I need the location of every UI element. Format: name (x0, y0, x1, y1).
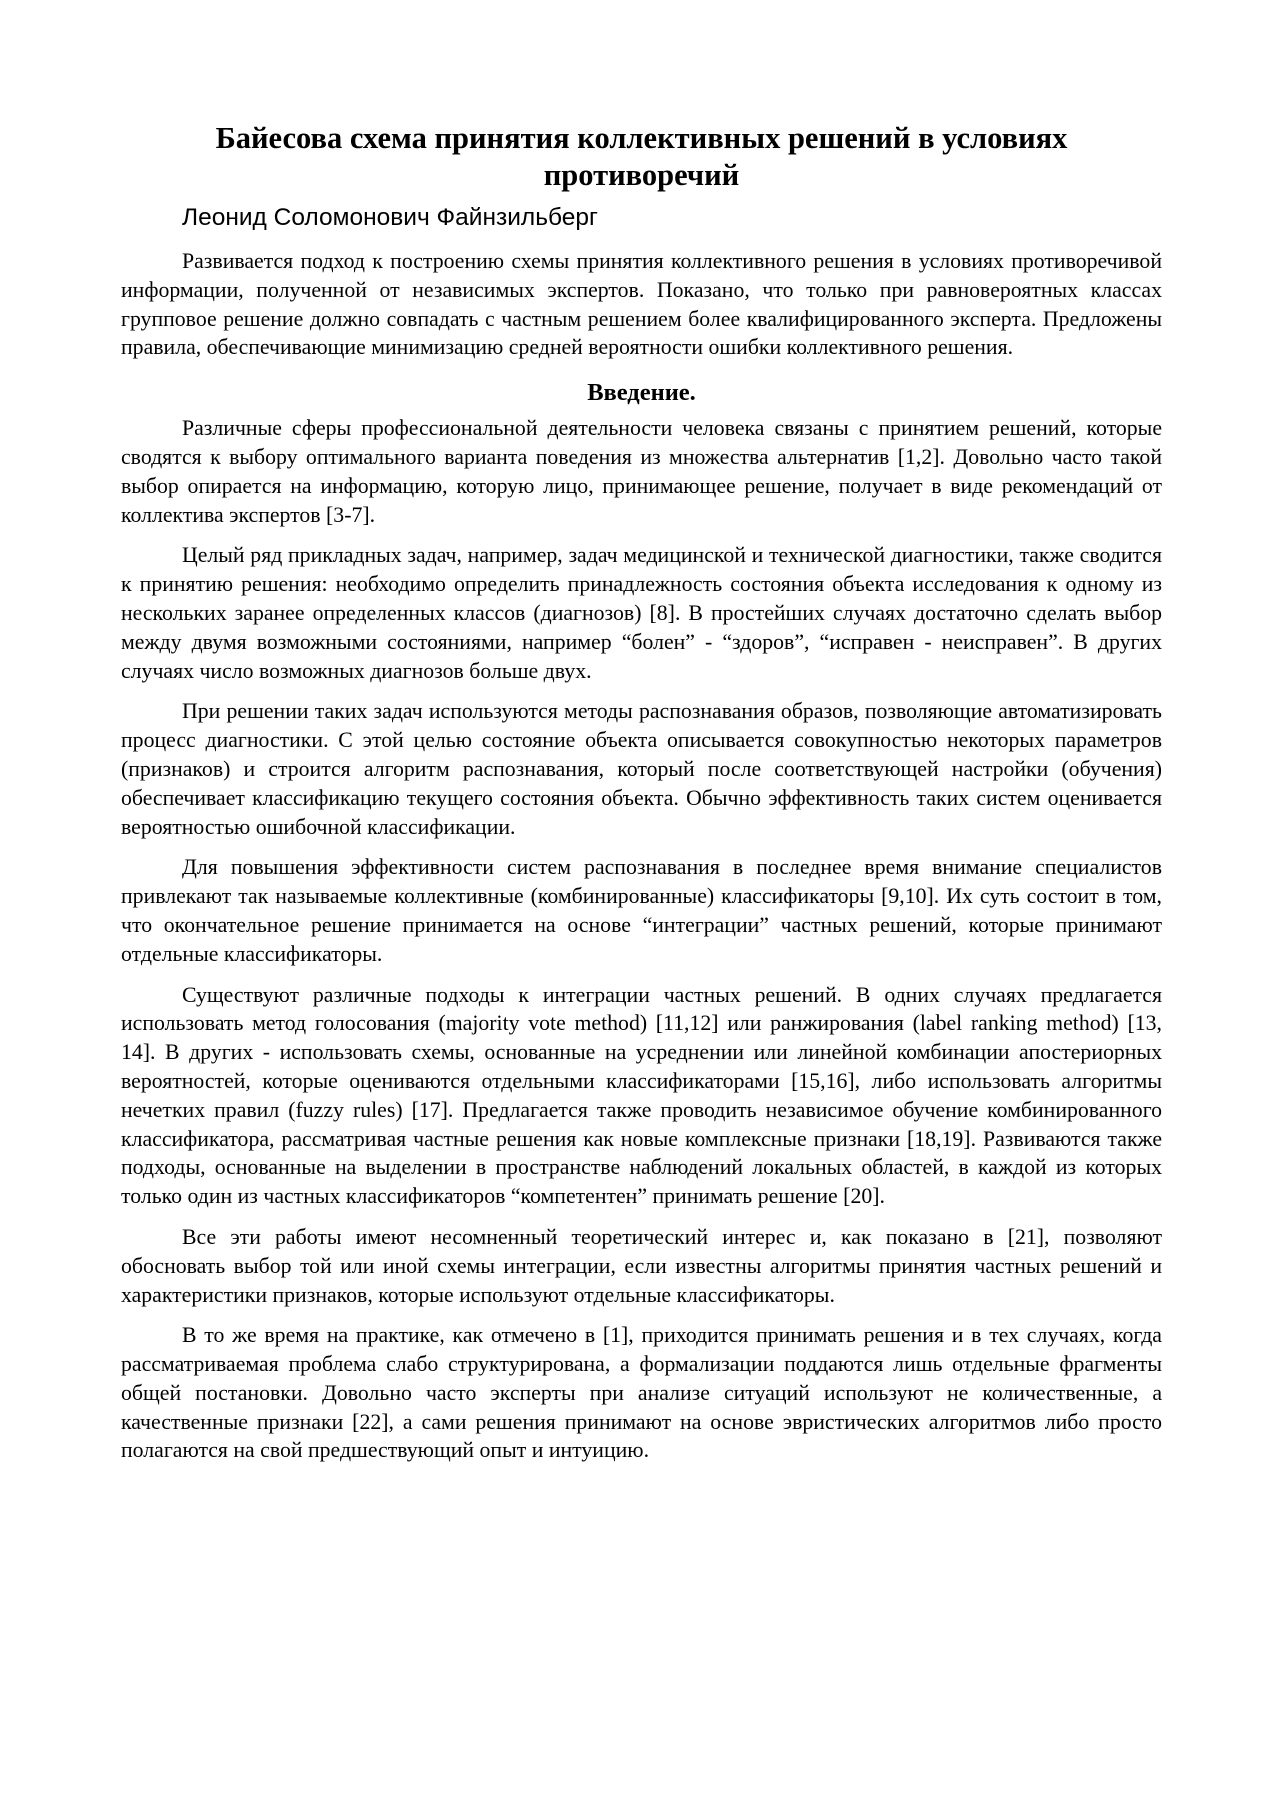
body-paragraph: При решении таких задач используются методы распознавания образов, позволяющие автоматизировать процесс диагностики. С этой целью состояние объекта описывается совокупностью некоторых параметров (признаков) и строится алгоритм распознавания, который после соответствующей настройки (обучения) обеспечивает классификацию текущего состояния объекта. Обычно эффективность таких систем оценивается вероятностью ошибочной классификации. (121, 699, 1162, 839)
body-paragraph: Для повышения эффективности систем распознавания в последнее время внимание специалистов привлекают так называемые коллективные (комбинированные) классификаторы [9,10]. Их суть состоит в том, что окончательное решение принимается на основе “интеграции” частных решений, которые принимают отдельные классификаторы. (121, 855, 1162, 966)
section-heading: Введение. (587, 379, 696, 407)
document-title: Байесова схема принятия коллективных решений в условиях противоречий (215, 121, 1068, 192)
body-paragraph: Целый ряд прикладных задач, например, задач медицинской и технической диагностики, также сводится к принятию решения: необходимо определить принадлежность состояния объекта исследования к одному из нескольких заранее определенных классов (диагнозов) [8]. В простейших случаях достаточно сделать выбор между двумя возможными состояниями, например “болен” - “здоров”, “исправен - неисправен”. В других случаях число возможных диагнозов больше двух. (121, 543, 1162, 683)
body-paragraph: Все эти работы имеют несомненный теоретический интерес и, как показано в [21], позволяют обосновать выбор той или иной схемы интеграции, если известны алгоритмы принятия частных решений и характеристики признаков, которые используют отдельные классификаторы. (121, 1224, 1162, 1307)
document-page (121, 120, 1162, 1465)
body-paragraph: Существуют различные подходы к интеграции частных решений. В одних случаях предлагается использовать метод голосования (majority vote method) [11,12] или ранжирования (label ranking method) [13, 14]. В других - использовать схемы, основанные на усреднении или линейной комбинации апостериорных вероятностей, которые оцениваются отдельными классификаторами [15,16], либо использовать алгоритмы нечетких правил (fuzzy rules) [17]. Предлагается также проводить независимое обучение комбинированного классификатора, рассматривая частные решения как новые комплексные признаки [18,19]. Развиваются также подходы, основанные на выделении в пространстве наблюдений локальных областей, в каждой из которых только один из частных классификаторов “компетентен” принимать решение [20]. (121, 982, 1162, 1209)
body-paragraph: В то же время на практике, как отмечено в [1], приходится принимать решения и в тех случаях, когда рассматриваемая проблема слабо структурирована, а формализации поддаются лишь отдельные фрагменты общей постановки. Довольно часто эксперты при анализе ситуаций используют не количественные, а качественные признаки [22], а сами решения принимают на основе эвристических алгоритмов либо просто полагаются на свой предшествующий опыт и интуицию. (121, 1323, 1162, 1463)
body-paragraph: Различные сферы профессиональной деятельности человека связаны с принятием решений, которые сводятся к выбору оптимального варианта поведения из множества альтернатив [1,2]. Довольно часто такой выбор опирается на информацию, которую лицо, принимающее решение, получает в виде рекомендаций от коллектива экспертов [3-7]. (121, 416, 1162, 527)
abstract-paragraph: Развивается подход к построению схемы принятия коллективного решения в условиях противоречивой информации, полученной от независимых экспертов. Показано, что только при равновероятных классах групповое решение должно совпадать с частным решением более квалифицированного эксперта. Предложены правила, обеспечивающие минимизацию средней вероятности ошибки коллективного решения. (121, 249, 1162, 360)
author-name: Леонид Соломонович Файнзильберг (182, 204, 598, 231)
